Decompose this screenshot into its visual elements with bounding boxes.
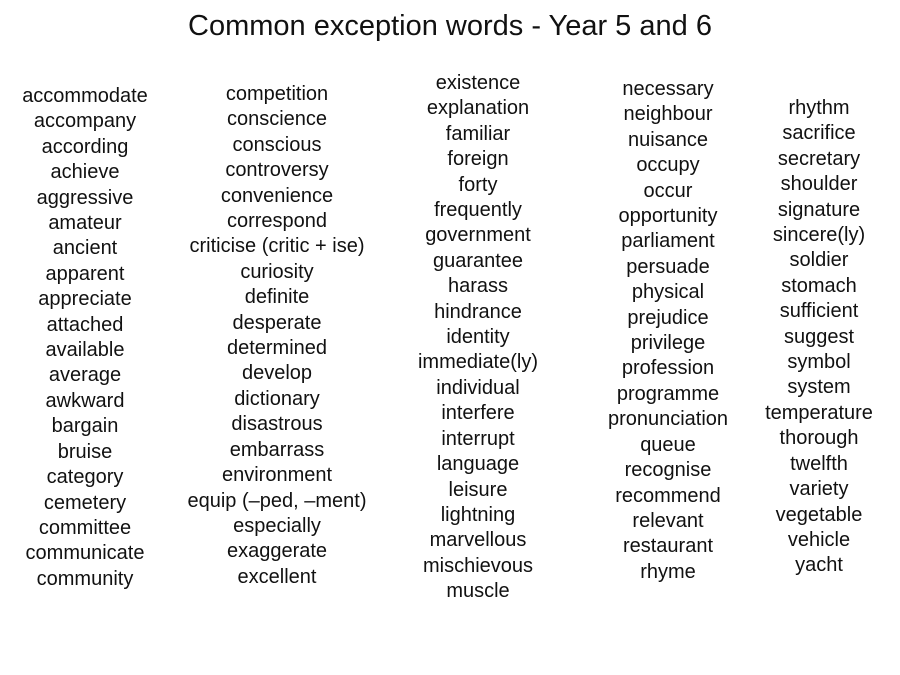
word-item: physical <box>631 281 705 304</box>
word-item: develop <box>241 362 313 385</box>
word-item: suggest <box>783 325 855 348</box>
word-item: competition <box>225 83 329 105</box>
word-item: appreciate <box>38 288 132 311</box>
word-item: definite <box>244 286 310 309</box>
word-item: familiar <box>445 122 511 145</box>
word-item: mischievous <box>422 554 534 577</box>
word-item: ancient <box>52 237 118 260</box>
word-item: government <box>425 224 531 247</box>
word-item: accompany <box>33 110 137 133</box>
word-column-3 <box>378 71 578 605</box>
word-item: conscious <box>232 133 322 156</box>
word-item: environment <box>221 464 333 487</box>
word-item: disastrous <box>231 413 323 436</box>
word-item: system <box>787 376 851 399</box>
word-item: bargain <box>51 415 119 438</box>
word-item: individual <box>436 376 520 399</box>
word-item: lightning <box>440 503 516 526</box>
word-item: amateur <box>48 212 122 235</box>
word-item: existence <box>435 72 521 94</box>
word-item: desperate <box>232 311 322 334</box>
word-item: criticise (critic + ise) <box>189 235 365 258</box>
word-item: occupy <box>636 154 700 177</box>
word-item: interrupt <box>441 427 515 450</box>
word-item: foreign <box>447 148 509 171</box>
word-item: available <box>45 339 125 362</box>
word-item: programme <box>616 382 720 405</box>
word-item: opportunity <box>618 205 718 228</box>
word-item: achieve <box>50 161 120 184</box>
word-item: interfere <box>441 402 515 425</box>
word-column-5 <box>719 96 900 579</box>
word-item: determined <box>226 337 328 360</box>
word-item: muscle <box>446 580 510 603</box>
word-item: symbol <box>787 351 851 374</box>
word-item: language <box>436 453 520 476</box>
word-item: identity <box>446 326 510 349</box>
word-item: marvellous <box>429 529 527 552</box>
word-item: category <box>46 466 124 489</box>
word-item: persuade <box>626 255 710 278</box>
word-item: necessary <box>622 78 714 100</box>
word-item: neighbour <box>623 103 713 126</box>
word-item: twelfth <box>790 452 848 475</box>
word-item: rhyme <box>640 560 696 583</box>
word-item: sincere(ly) <box>772 224 866 247</box>
word-item: especially <box>233 514 321 537</box>
word-item: controversy <box>225 159 329 182</box>
word-item: apparent <box>45 262 125 285</box>
word-item: yacht <box>795 554 843 577</box>
word-item: immediate(ly) <box>417 351 539 374</box>
word-item: temperature <box>765 401 873 424</box>
word-item: pronunciation <box>607 408 729 431</box>
word-item: accommodate <box>22 85 148 107</box>
word-item: community <box>36 567 134 590</box>
word-item: forty <box>458 173 498 196</box>
word-item: thorough <box>779 427 859 450</box>
word-column-1 <box>0 84 185 592</box>
word-item: soldier <box>789 249 849 272</box>
word-item: bruise <box>57 440 113 463</box>
word-item: recognise <box>624 459 712 482</box>
word-item: restaurant <box>622 535 714 558</box>
word-item: excellent <box>237 565 317 588</box>
word-item: awkward <box>45 389 125 412</box>
word-item: rhythm <box>788 97 850 119</box>
word-item: curiosity <box>240 260 314 283</box>
word-item: according <box>41 135 129 158</box>
word-item: communicate <box>25 542 145 565</box>
word-item: equip (–ped, –ment) <box>187 489 367 512</box>
word-item: committee <box>38 516 132 539</box>
word-item: signature <box>777 198 861 221</box>
word-item: embarrass <box>229 438 325 461</box>
word-item: stomach <box>781 274 857 297</box>
word-item: hindrance <box>434 300 522 323</box>
word-item: recommend <box>615 484 721 507</box>
word-item: vegetable <box>775 503 863 526</box>
word-item: sufficient <box>779 300 859 323</box>
word-item: attached <box>46 313 124 336</box>
word-item: sacrifice <box>782 122 856 145</box>
word-item: privilege <box>630 332 706 355</box>
word-item: explanation <box>426 97 530 120</box>
word-item: queue <box>640 433 696 456</box>
word-item: guarantee <box>432 249 524 272</box>
word-item: profession <box>621 357 715 380</box>
word-item: aggressive <box>36 186 134 209</box>
word-item: exaggerate <box>226 540 328 563</box>
word-item: frequently <box>434 199 522 222</box>
word-column-2 <box>177 82 377 590</box>
word-item: variety <box>789 478 849 501</box>
word-item: relevant <box>632 509 704 532</box>
word-item: harass <box>447 275 509 298</box>
word-item: cemetery <box>43 491 127 514</box>
word-item: nuisance <box>627 128 709 151</box>
word-item: shoulder <box>780 173 858 196</box>
word-item: convenience <box>220 184 334 207</box>
word-item: occur <box>643 179 693 202</box>
word-item: correspond <box>226 210 328 233</box>
word-item: leisure <box>448 478 508 501</box>
word-item: parliament <box>621 230 715 253</box>
word-item: prejudice <box>627 306 709 329</box>
word-item: secretary <box>777 147 861 170</box>
page-title: Common exception words - Year 5 and 6 <box>188 10 712 42</box>
word-item: average <box>48 364 122 387</box>
word-item: vehicle <box>787 528 851 551</box>
word-item: dictionary <box>234 387 320 410</box>
word-item: conscience <box>226 108 328 131</box>
